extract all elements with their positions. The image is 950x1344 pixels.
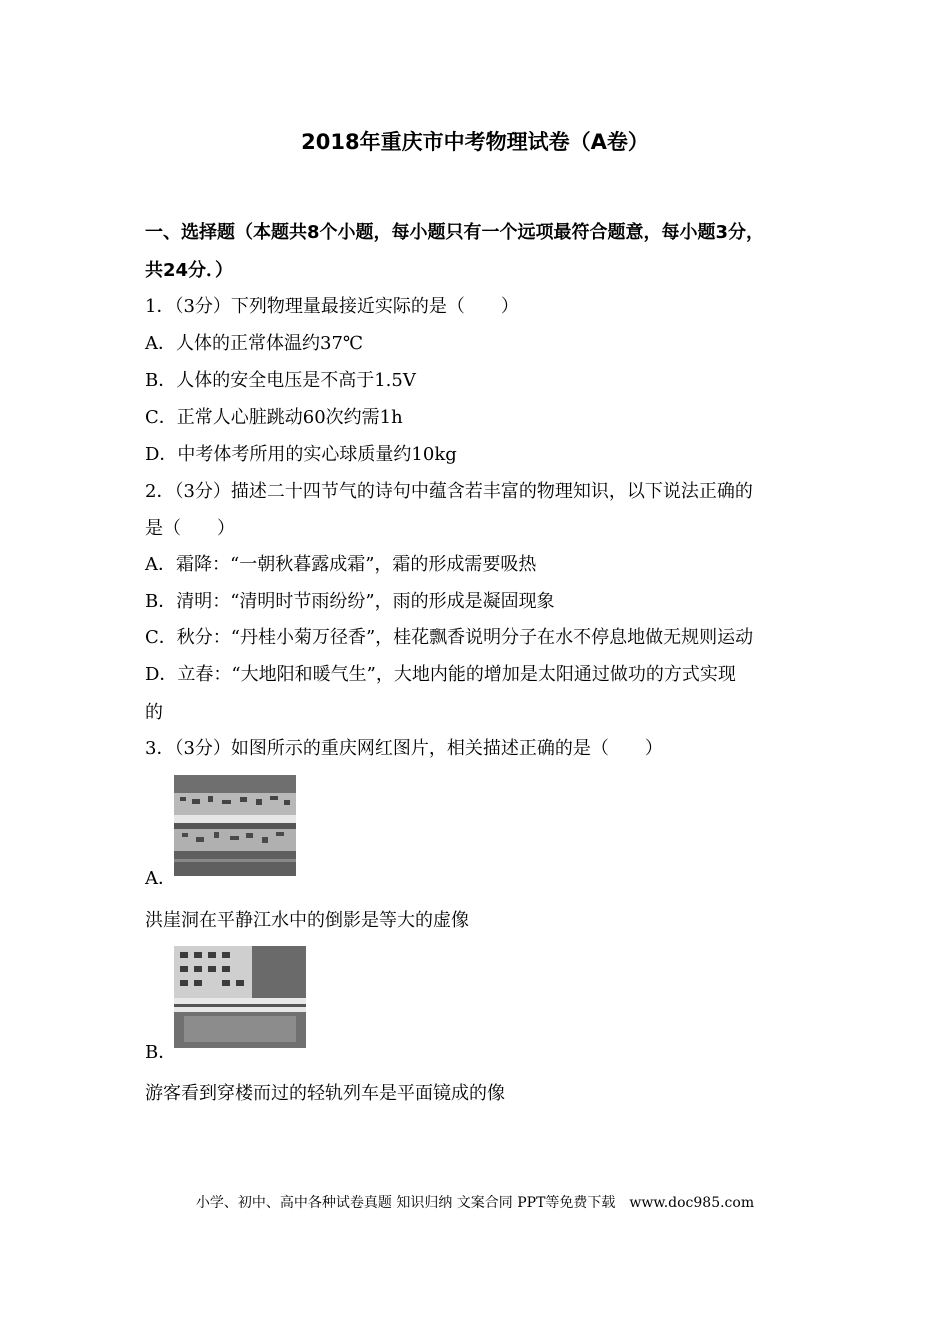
q3-option-a-label: A． [145,868,176,889]
q1-option-a: A．人体的正常体温约37℃ [145,333,364,354]
q3-option-a-text: 洪崖洞在平静江水中的倒影是等大的虚像 [145,910,469,931]
q2-option-d-line1: D．立春：“大地阳和暖气生”，大地内能的增加是太阳通过做功的方式实现 [145,664,736,685]
q2-stem-line2: 是（ ） [145,518,235,539]
q3-option-b-text: 游客看到穿楼而过的轻轨列车是平面镜成的像 [145,1083,505,1104]
q1-stem: 1．（3分）下列物理量最接近实际的是（ ） [145,296,519,317]
q2-option-b: B．清明：“清明时节雨纷纷”，雨的形成是凝固现象 [145,591,555,612]
hongyadong-reflection-photo [174,775,296,876]
light-rail-building-photo [174,946,306,1048]
page-footer: 小学、初中、高中各种试卷真题 知识归纳 文案合同 PPT等免费下载 www.doc985.com [195,1195,755,1211]
section-heading-line2: 共24分．） [145,260,234,281]
q1-option-c: C．正常人心脏跳动60次约需1h [145,407,403,428]
q2-option-d-line2: 的 [145,702,163,723]
q1-option-d: D．中考体考所用的实心球质量约10kg [145,444,457,465]
q2-option-c: C．秋分：“丹桂小菊万径香”，桂花飘香说明分子在水不停息地做无规则运动 [145,627,754,648]
q2-stem-line1: 2．（3分）描述二十四节气的诗句中蕴含若丰富的物理知识，以下说法正确的 [145,481,753,502]
section-heading-line1: 一、选择题（本题共8个小题，每小题只有一个远项最符合题意，每小题3分， [145,222,765,243]
page-title: 2018年重庆市中考物理试卷（A卷） [301,130,649,154]
q3-stem: 3．（3分）如图所示的重庆网红图片，相关描述正确的是（ ） [145,738,663,759]
q2-option-a: A．霜降：“一朝秋暮露成霜”，霜的形成需要吸热 [145,554,537,575]
q1-option-b: B．人体的安全电压是不高于1.5V [145,370,416,391]
q3-option-b-label: B． [145,1042,177,1063]
